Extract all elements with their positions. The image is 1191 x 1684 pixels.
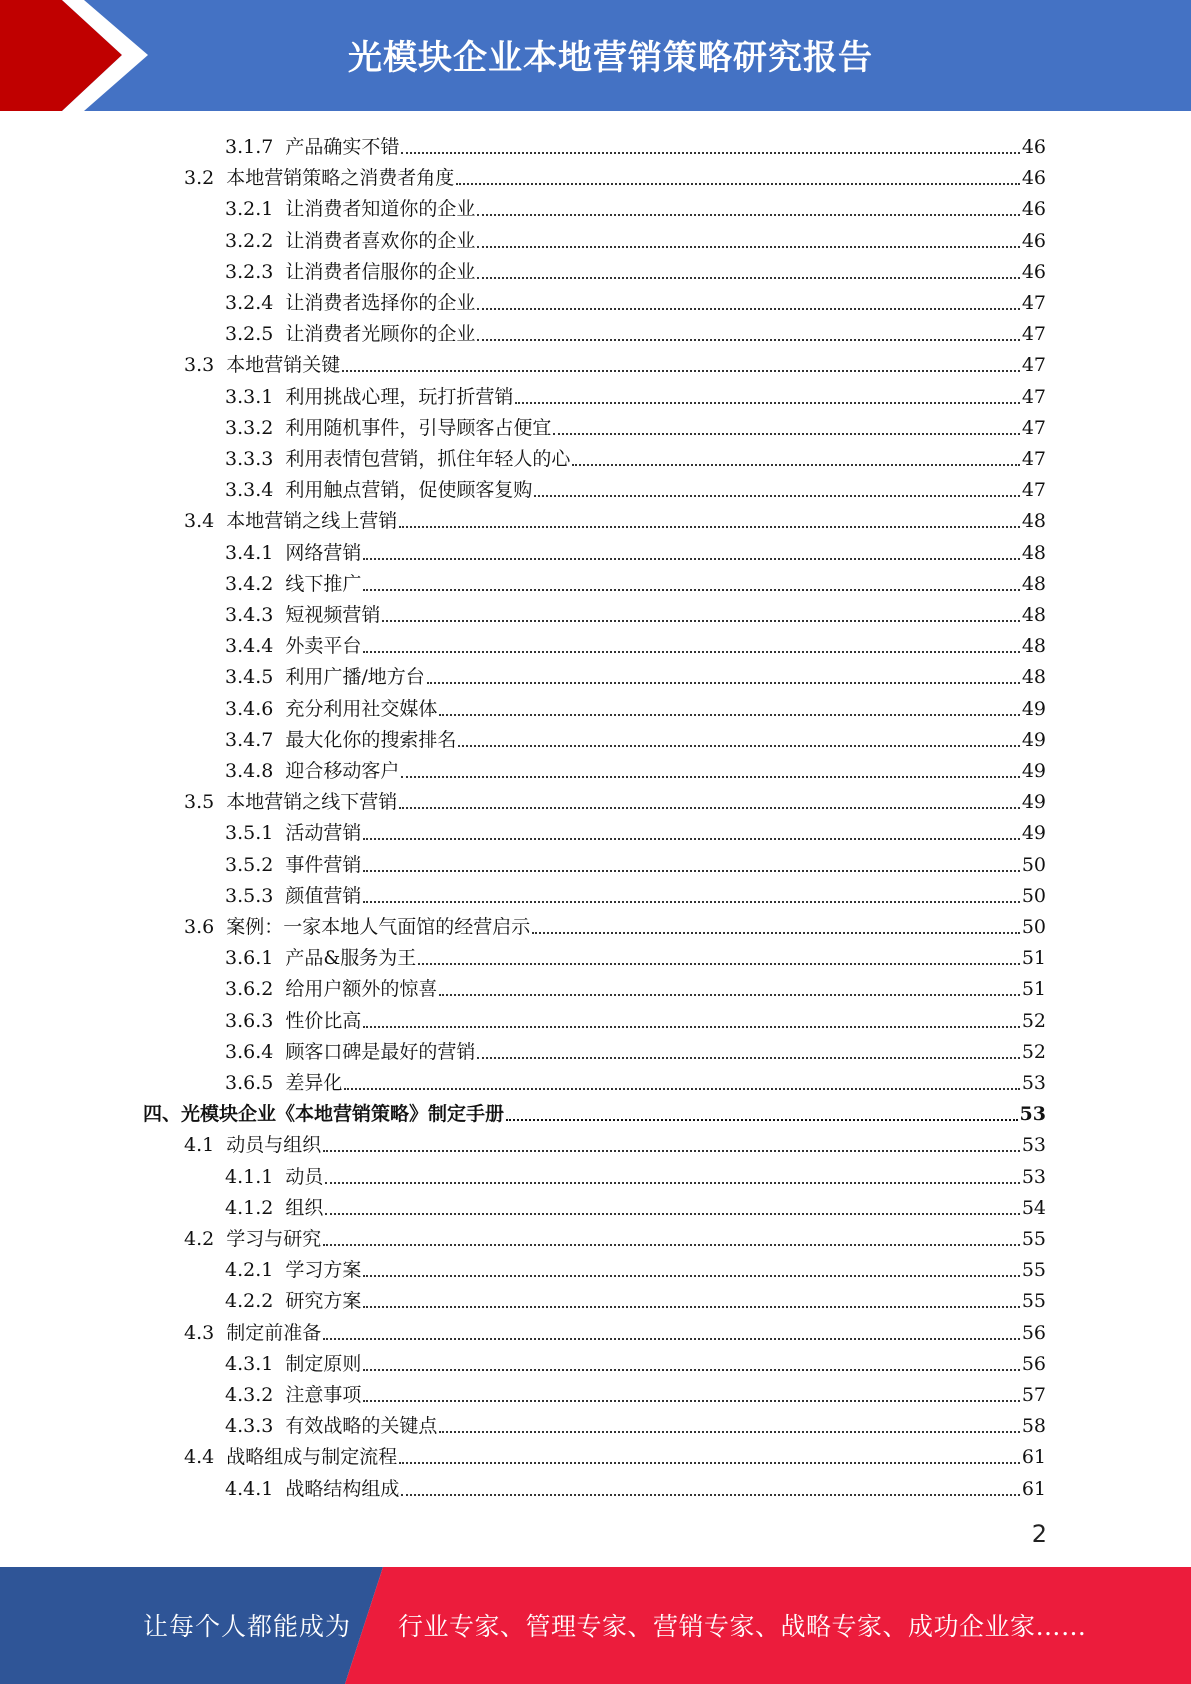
toc-entry-number: 3.5 [184,791,215,814]
toc-dot-leader [532,932,1020,934]
toc-entry-page: 48 [1021,572,1046,595]
toc-entry-number: 4.2.2 [225,1290,274,1313]
toc-entry-page: 49 [1021,822,1046,845]
document-title: 光模块企业本地营销策略研究报告 [348,38,873,78]
toc-dot-leader [515,402,1019,404]
toc-entry-page: 50 [1021,853,1046,876]
toc-entry-title: 利用广播/地方台 [285,666,425,689]
toc-entry[interactable] [225,690,1046,721]
toc-entry[interactable] [225,846,1046,877]
toc-dot-leader [382,620,1019,622]
toc-dot-leader [399,807,1020,809]
toc-entry[interactable] [225,1376,1046,1407]
toc-dot-leader [325,1182,1019,1184]
toc-entry-number: 4.3.3 [225,1415,274,1438]
toc-entry-number: 4.4.1 [225,1477,274,1500]
toc-entry-title: 利用随机事件，引导顾客占便宜 [285,416,552,439]
toc-entry-title: 线下推广 [285,572,362,595]
toc-entry[interactable] [225,939,1046,970]
toc-entry-page: 55 [1021,1259,1046,1282]
toc-entry-title: 动员 [285,1165,324,1188]
toc-entry-title: 短视频营销 [285,604,381,626]
toc-dot-leader [439,994,1019,996]
toc-entry[interactable] [225,596,1046,627]
toc-entry-page: 48 [1021,666,1046,689]
toc-entry-number: 3.3.2 [225,416,274,439]
toc-entry-number: 4.3 [184,1321,215,1344]
toc-dot-leader [477,277,1019,279]
toc-entry-number: 3.6.2 [225,978,274,1001]
toc-entry-title: 迎合移动客户 [285,760,400,782]
toc-entry-page: 52 [1021,1009,1046,1032]
toc-entry-page: 58 [1021,1415,1046,1438]
footer-slogan-right: 行业专家、管理专家、营销专家、战略专家、成功企业家…… [398,1612,1087,1641]
toc-entry-title: 网络营销 [285,541,362,564]
toc-entry-title: 利用挑战心理，玩打折营销 [285,385,514,408]
toc-entry-number: 3.4.1 [225,541,274,564]
toc-entry-page: 49 [1021,760,1046,782]
toc-dot-leader [323,1244,1020,1246]
toc-dot-leader [427,682,1020,684]
toc-entry-title: 利用触点营销，促使顾客复购 [285,479,533,502]
toc-entry-title: 制定前准备 [226,1321,322,1344]
toc-dot-leader [363,651,1019,653]
toc-dot-leader [401,776,1019,778]
toc-entry-page: 54 [1021,1196,1046,1219]
toc-entry[interactable] [225,284,1046,315]
toc-entry-title: 让消费者光顾你的企业 [285,323,476,346]
toc-entry-page: 56 [1021,1321,1046,1344]
toc-entry-number: 3.2 [184,167,215,190]
toc-entry-page: 53 [1021,1165,1046,1188]
toc-entry-page: 46 [1021,260,1046,283]
toc-entry[interactable] [225,814,1046,845]
toc-entry[interactable] [184,502,1046,533]
toc-entry[interactable] [184,1314,1046,1345]
toc-dot-leader [363,1400,1019,1402]
toc-entry-title: 让消费者选择你的企业 [285,292,476,314]
toc-entry[interactable] [225,1470,1046,1501]
toc-entry-page: 46 [1021,167,1046,190]
toc-entry-title: 战略结构组成 [285,1477,400,1500]
toc-entry-page: 47 [1021,416,1046,439]
toc-dot-leader [506,1119,1018,1121]
toc-dot-leader [477,246,1019,248]
toc-entry-page: 53 [1019,1103,1046,1126]
toc-entry-page: 55 [1021,1228,1046,1250]
toc-entry[interactable] [225,222,1046,253]
toc-entry[interactable] [184,908,1046,939]
toc-dot-leader [477,308,1019,310]
toc-entry-page: 48 [1021,510,1046,533]
toc-entry-page: 56 [1021,1352,1046,1375]
toc-entry-number: 3.6.4 [225,1040,274,1063]
toc-entry-number: 4.2 [184,1228,215,1250]
toc-entry-title: 产品确实不错 [285,136,400,158]
toc-entry-page: 50 [1021,884,1046,907]
toc-entry-number: 3.2.3 [225,260,274,283]
toc-entry-number: 3.6.3 [225,1009,274,1032]
toc-entry-title: 动员与组织 [226,1134,322,1157]
footer-banner [0,1567,1191,1684]
toc-entry[interactable] [225,1345,1046,1376]
header-banner [0,0,1191,111]
toc-entry-title: 活动营销 [285,822,362,845]
toc-entry-title: 本地营销之线上营销 [226,510,398,533]
toc-entry[interactable] [225,534,1046,565]
toc-entry[interactable] [184,783,1046,814]
toc-entry[interactable] [225,565,1046,596]
toc-dot-leader [418,963,1020,965]
toc-dot-leader [363,1369,1019,1371]
toc-entry-title: 有效战略的关键点 [285,1415,438,1438]
toc-entry[interactable] [225,253,1046,284]
toc-entry-page: 52 [1021,1040,1046,1063]
toc-entry[interactable] [225,1158,1046,1189]
toc-entry[interactable] [225,877,1046,908]
toc-dot-leader [363,1026,1019,1028]
toc-entry-page: 51 [1021,978,1046,1001]
toc-entry-page: 49 [1021,728,1046,751]
toc-entry-page: 47 [1021,292,1046,314]
toc-entry[interactable] [225,440,1046,471]
toc-entry-page: 49 [1021,697,1046,720]
toc-entry-number: 3.4.6 [225,697,274,720]
toc-entry[interactable] [225,1064,1046,1095]
toc-entry[interactable] [225,658,1046,689]
toc-entry-number: 4.1.2 [225,1196,274,1219]
toc-entry-page: 47 [1021,385,1046,408]
toc-entry-page: 49 [1021,791,1046,814]
toc-dot-leader [477,339,1019,341]
toc-entry-title: 让消费者喜欢你的企业 [285,229,476,252]
toc-entry-title: 让消费者信服你的企业 [285,260,476,283]
toc-entry-page: 47 [1021,479,1046,502]
toc-dot-leader [325,1213,1019,1215]
toc-dot-leader [458,745,1019,747]
toc-entry-title: 案例：一家本地人气面馆的经营启示 [226,916,531,938]
toc-entry-number: 3.4.2 [225,572,274,595]
toc-dot-leader [342,370,1020,372]
toc-entry[interactable] [225,1407,1046,1438]
toc-entry-title: 顾客口碑是最好的营销 [285,1040,476,1063]
toc-entry[interactable] [225,1189,1046,1220]
toc-entry-title: 性价比高 [285,1009,362,1032]
toc-dot-leader [363,1306,1019,1308]
toc-entry-title: 事件营销 [285,853,362,876]
toc-entry-page: 53 [1021,1134,1046,1157]
toc-dot-leader [553,433,1019,435]
toc-entry[interactable] [225,970,1046,1001]
toc-entry-title: 外卖平台 [285,635,362,658]
toc-entry[interactable] [184,159,1046,190]
toc-entry-title: 颜值营销 [285,884,362,907]
toc-entry-page: 61 [1021,1446,1046,1469]
toc-entry-number: 3.4.7 [225,728,274,751]
toc-entry[interactable] [225,471,1046,502]
toc-entry-page: 51 [1021,947,1046,970]
toc-entry-number: 4.1.1 [225,1165,274,1188]
toc-entry-number: 3.3.1 [225,385,274,408]
toc-entry-number: 3.4.8 [225,760,274,782]
toc-dot-leader [363,589,1019,591]
toc-entry-title: 学习与研究 [226,1228,322,1250]
toc-entry-page: 61 [1021,1477,1046,1500]
toc-entry-page: 47 [1021,323,1046,346]
toc-entry-page: 57 [1021,1384,1046,1406]
toc-entry-page: 47 [1021,448,1046,470]
toc-entry-number: 3.3.3 [225,448,274,470]
toc-entry[interactable] [225,1002,1046,1033]
toc-entry-page: 48 [1021,604,1046,626]
toc-entry[interactable] [225,752,1046,783]
toc-dot-leader [323,1338,1020,1340]
toc-entry-number: 3.5.1 [225,822,274,845]
toc-entry-page: 48 [1021,541,1046,564]
toc-entry[interactable] [184,1126,1046,1157]
toc-entry[interactable] [143,1095,1046,1126]
toc-dot-leader [477,1057,1019,1059]
toc-entry-page: 48 [1021,635,1046,658]
toc-entry-page: 55 [1021,1290,1046,1313]
toc-dot-leader [344,1088,1019,1090]
toc-entry-number: 4.4 [184,1446,215,1469]
toc-dot-leader [439,1431,1019,1433]
toc-entry-title: 四、光模块企业《本地营销策略》制定手册 [143,1103,505,1126]
toc-entry-number: 3.6.5 [225,1072,274,1094]
toc-dot-leader [323,1150,1020,1152]
toc-entry[interactable] [225,409,1046,440]
toc-entry-number: 3.4 [184,510,215,533]
toc-entry-page: 53 [1021,1072,1046,1094]
toc-entry-title: 战略组成与制定流程 [226,1446,398,1469]
toc-entry-title: 利用表情包营销，抓住年轻人的心 [285,448,571,470]
toc-entry-page: 46 [1021,136,1046,158]
toc-entry-title: 本地营销关键 [226,354,341,377]
toc-dot-leader [363,1275,1019,1277]
toc-entry[interactable] [225,190,1046,221]
toc-dot-leader [401,152,1019,154]
toc-entry[interactable] [184,1220,1046,1251]
toc-entry-number: 4.1 [184,1134,215,1157]
toc-dot-leader [363,870,1019,872]
toc-entry-number: 3.3 [184,354,215,377]
toc-entry-number: 3.2.2 [225,229,274,252]
toc-entry-title: 本地营销之线下营销 [226,791,398,814]
toc-entry-title: 产品&服务为王 [285,947,417,970]
toc-entry-page: 50 [1021,916,1046,938]
toc-entry-page: 46 [1021,198,1046,221]
toc-entry-title: 注意事项 [285,1384,362,1406]
toc-entry-page: 47 [1021,354,1046,377]
toc-entry-number: 3.2.1 [225,198,274,221]
toc-entry[interactable] [225,315,1046,346]
toc-entry-number: 3.5.2 [225,853,274,876]
toc-entry-number: 3.3.4 [225,479,274,502]
page-number: 2 [1031,1520,1047,1548]
toc-entry[interactable] [225,1251,1046,1282]
toc-dot-leader [534,495,1019,497]
toc-entry-number: 3.6 [184,916,215,938]
toc-entry-page: 46 [1021,229,1046,252]
toc-entry-title: 研究方案 [285,1290,362,1313]
toc-dot-leader [363,901,1019,903]
toc-entry-number: 4.3.2 [225,1384,274,1406]
toc-dot-leader [439,714,1019,716]
toc-entry-title: 学习方案 [285,1259,362,1282]
toc-dot-leader [572,464,1019,466]
toc-entry-title: 制定原则 [285,1352,362,1375]
toc-entry-title: 最大化你的搜索排名 [285,728,457,751]
toc-entry[interactable] [184,1438,1046,1469]
toc-entry[interactable] [225,378,1046,409]
toc-dot-leader [399,1462,1020,1464]
toc-entry[interactable] [184,346,1046,377]
toc-dot-leader [477,214,1019,216]
toc-entry-number: 3.1.7 [225,136,274,158]
toc-entry-number: 3.4.3 [225,604,274,626]
toc-entry-title: 差异化 [285,1072,343,1094]
toc-entry-title: 充分利用社交媒体 [285,697,438,720]
toc-entry-number: 4.3.1 [225,1352,274,1375]
toc-entry-title: 让消费者知道你的企业 [285,198,476,221]
toc-entry-title: 给用户额外的惊喜 [285,978,438,1001]
toc-entry[interactable] [225,1033,1046,1064]
toc-entry-number: 3.4.4 [225,635,274,658]
toc-entry-number: 3.5.3 [225,884,274,907]
toc-entry-title: 组织 [285,1196,324,1219]
toc-dot-leader [363,558,1019,560]
toc-entry-number: 3.2.4 [225,292,274,314]
toc-dot-leader [456,183,1020,185]
toc-entry-number: 3.4.5 [225,666,274,689]
toc-dot-leader [401,1494,1019,1496]
toc-entry[interactable] [225,627,1046,658]
footer-slogan-left: 让每个人都能成为 [143,1612,352,1641]
toc-entry[interactable] [225,1282,1046,1313]
toc-entry-number: 3.6.1 [225,947,274,970]
toc-entry-number: 3.2.5 [225,323,274,346]
toc-entry-number: 4.2.1 [225,1259,274,1282]
toc-entry-title: 本地营销策略之消费者角度 [226,167,455,190]
toc-dot-leader [399,526,1020,528]
toc-dot-leader [363,838,1019,840]
toc-entry[interactable] [225,128,1046,159]
toc-entry[interactable] [225,721,1046,752]
